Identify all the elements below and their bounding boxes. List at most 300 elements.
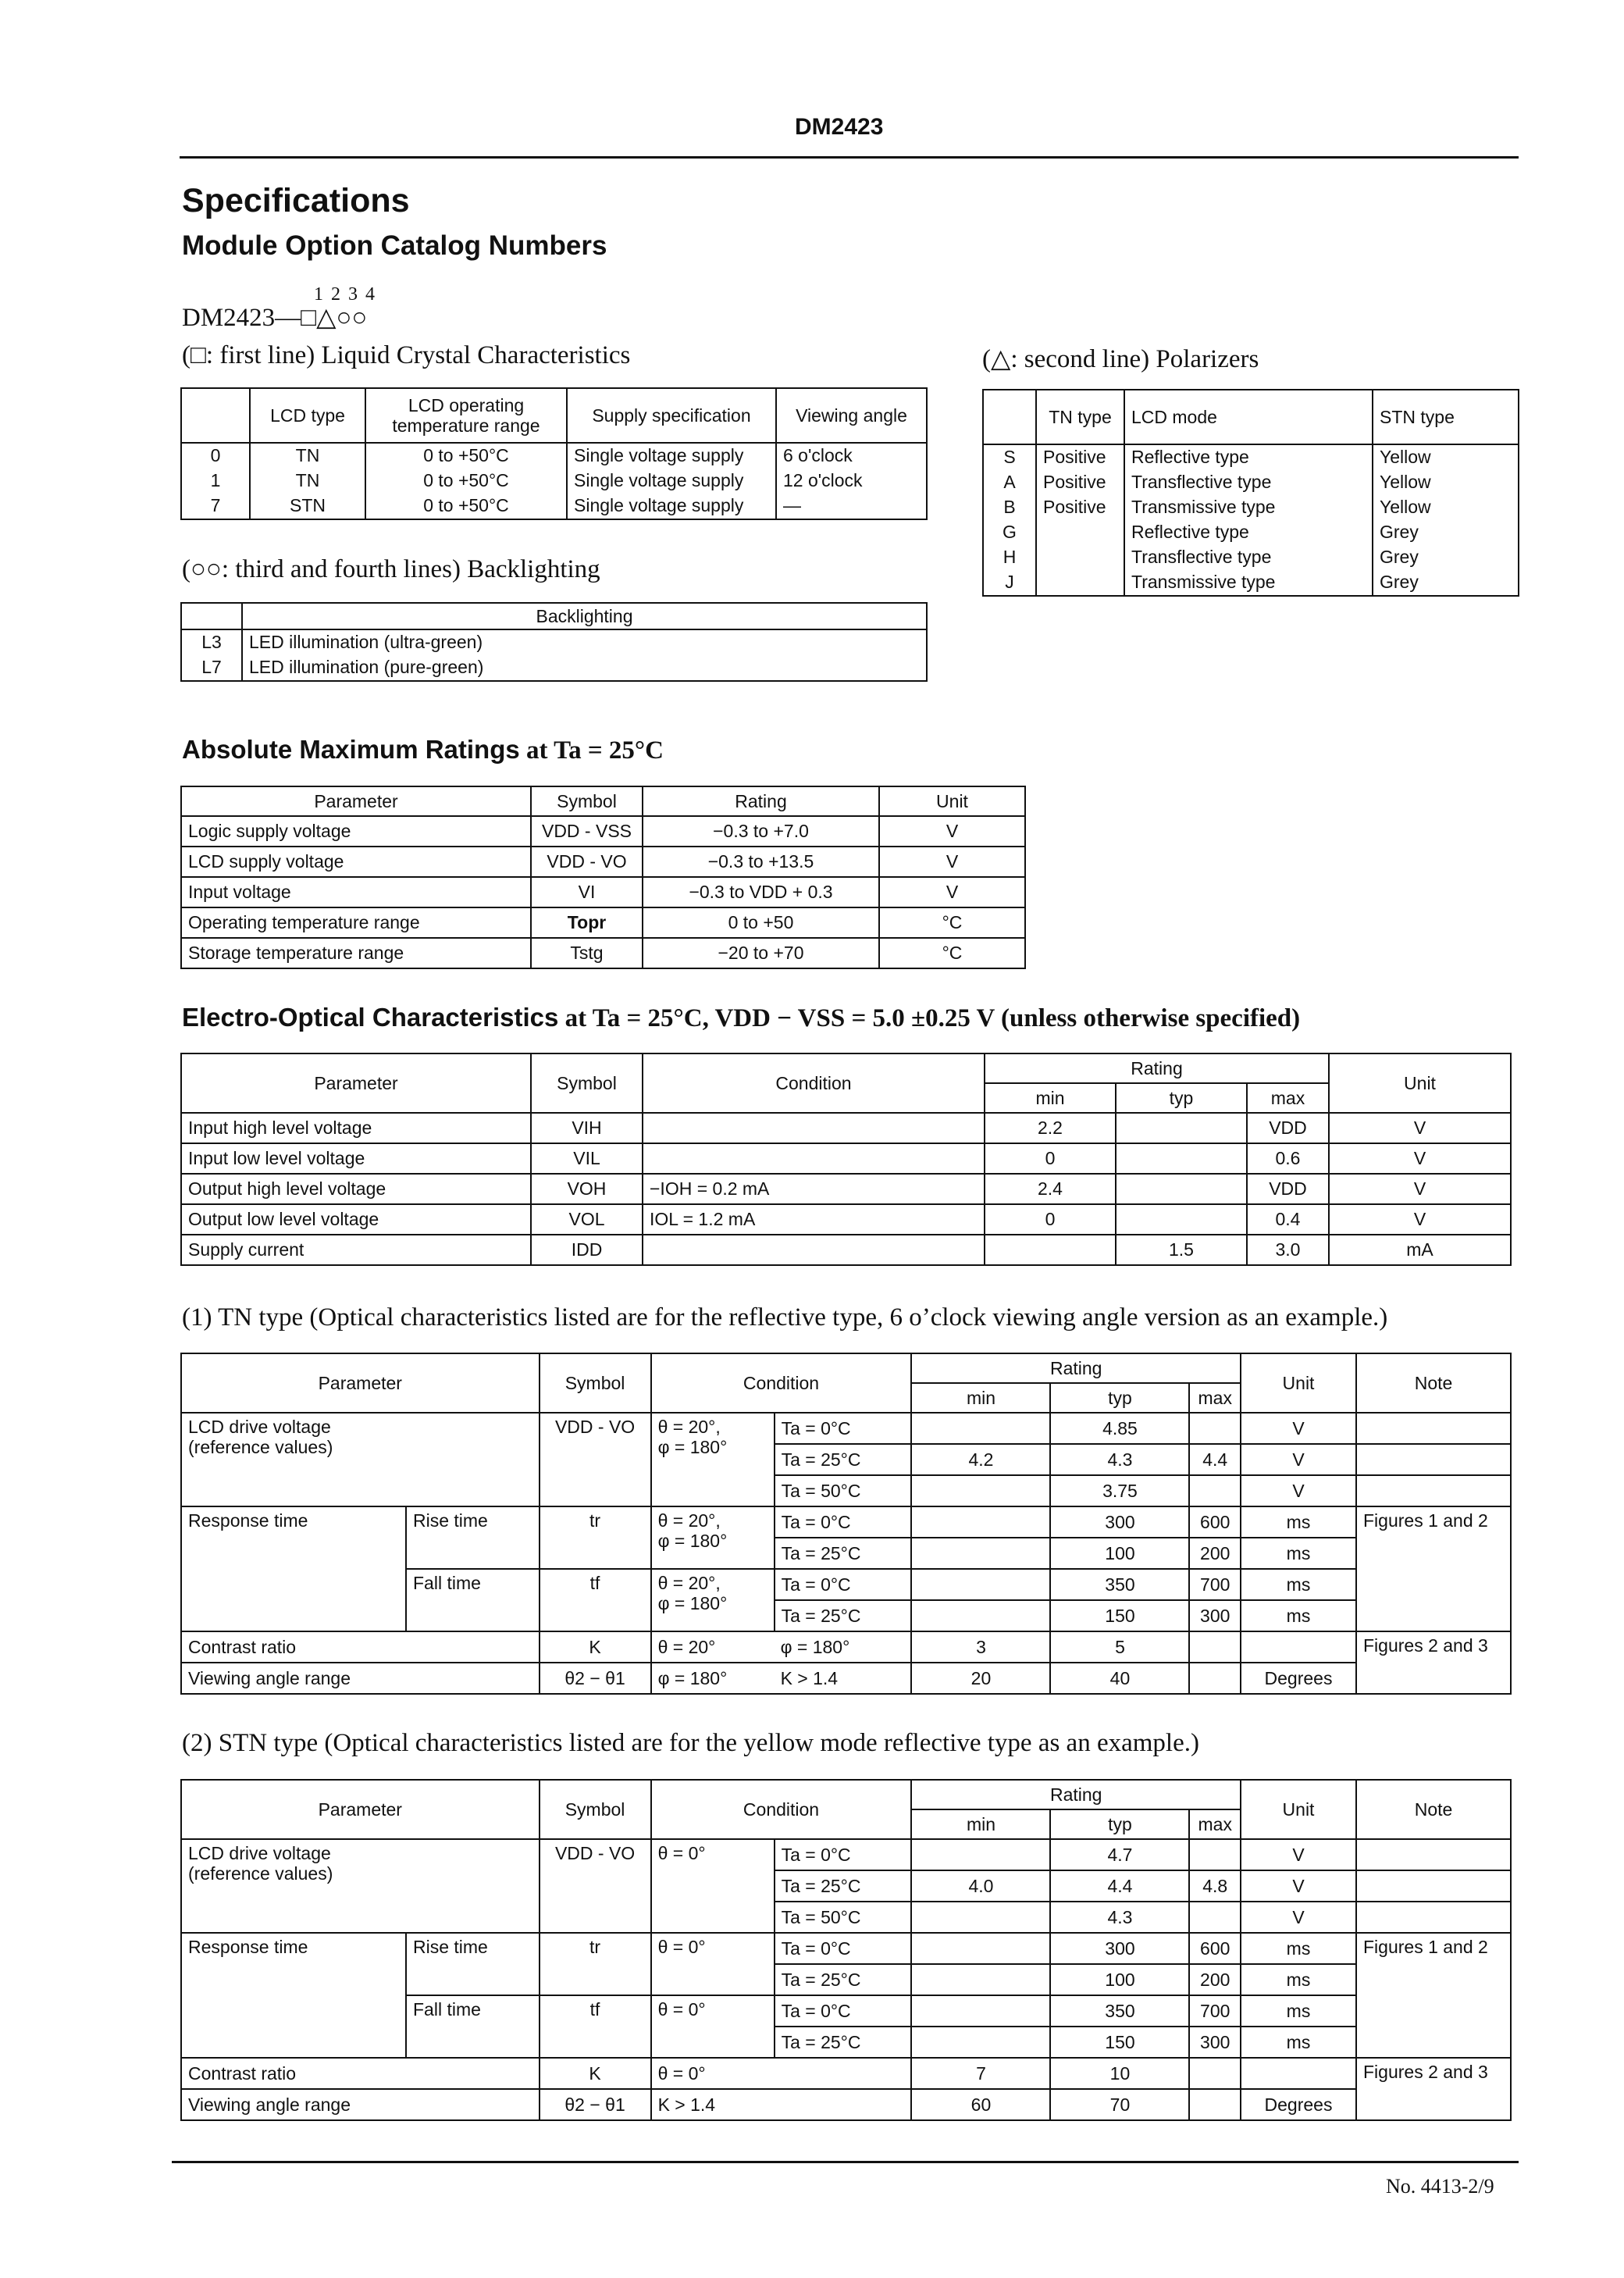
- tn-header: Note: [1356, 1353, 1511, 1413]
- cell: ms: [1241, 1995, 1356, 2027]
- cell: [1356, 1870, 1511, 1902]
- cell: [911, 1538, 1050, 1569]
- cell: [1241, 2058, 1356, 2089]
- catalog-digits: 1 2 3 4: [314, 284, 376, 305]
- tn-header: Unit: [1241, 1353, 1356, 1413]
- cond-phi: φ = 180°: [657, 1531, 728, 1552]
- cell: VOL: [531, 1204, 643, 1235]
- cell: Ta = 25°C: [775, 1444, 912, 1475]
- cell: [911, 2027, 1050, 2058]
- cell: 7: [181, 493, 250, 519]
- cond-theta: θ = 20°,: [657, 1417, 721, 1437]
- cell: Ta = 0°C: [775, 1506, 912, 1538]
- stn-lcd-param: LCD drive voltage: [188, 1843, 331, 1863]
- cell: V: [1329, 1113, 1511, 1143]
- cell: mA: [1329, 1235, 1511, 1265]
- cell: 1: [181, 468, 250, 493]
- cell: K: [540, 2058, 651, 2089]
- tn-table: [180, 1353, 1512, 1695]
- cell: 200: [1189, 1538, 1241, 1569]
- cell: 0.6: [1247, 1143, 1329, 1174]
- cell: 200: [1189, 1964, 1241, 1995]
- cell: [1189, 1839, 1241, 1870]
- cell: IDD: [531, 1235, 643, 1265]
- cell: 4.3: [1050, 1902, 1189, 1933]
- cell: Reflective type: [1124, 519, 1373, 544]
- pol-header: LCD mode: [1124, 390, 1373, 444]
- cell: Ta = 25°C: [775, 1964, 912, 1995]
- cell: Contrast ratio: [181, 2058, 540, 2089]
- cell: θ = 0°: [651, 2058, 912, 2089]
- eoc-header: Condition: [643, 1053, 985, 1113]
- cell: [643, 1113, 985, 1143]
- cell: °C: [879, 938, 1025, 968]
- cell: [911, 1569, 1050, 1600]
- table-row: [181, 1174, 1511, 1204]
- cell: −IOH = 0.2 mA: [643, 1174, 985, 1204]
- cell: V: [1241, 1444, 1356, 1475]
- cell: −0.3 to +13.5: [643, 847, 879, 877]
- cell: VOH: [531, 1174, 643, 1204]
- cell: Input low level voltage: [181, 1143, 531, 1174]
- table-row: [181, 629, 927, 654]
- cell: 60: [911, 2089, 1050, 2120]
- cell: 0: [181, 443, 250, 468]
- cell: Fall time: [406, 1569, 540, 1631]
- tn-header: Symbol: [540, 1353, 651, 1413]
- cell: VIL: [531, 1143, 643, 1174]
- cell: [651, 1413, 775, 1506]
- table-row: [181, 877, 1025, 907]
- cell: θ = 0°: [651, 1933, 775, 1995]
- cell: Transmissive type: [1124, 569, 1373, 596]
- table-row: [181, 816, 1025, 847]
- cell: Grey: [1373, 519, 1519, 544]
- cell: Contrast ratio: [181, 1631, 540, 1663]
- cell: V: [879, 877, 1025, 907]
- table-row: [181, 907, 1025, 938]
- cell: [1241, 1631, 1356, 1663]
- cell: [1189, 2058, 1241, 2089]
- cell: Positive: [1036, 469, 1124, 494]
- eoc-condition: at Ta = 25°C, VDD − VSS = 5.0 ±0.25 V (unless otherwise specified): [564, 1004, 1301, 1032]
- amr-title: Absolute Maximum Ratings: [182, 735, 520, 764]
- cell: ms: [1241, 2027, 1356, 2058]
- cell: K > 1.4: [775, 1663, 912, 1694]
- cell: 4.7: [1050, 1839, 1189, 1870]
- cell: 12 o'clock: [776, 468, 927, 493]
- page-number: No. 4413-2/9: [1386, 2175, 1494, 2198]
- cell: θ = 20°: [651, 1631, 775, 1663]
- cell: V: [879, 816, 1025, 847]
- cell: 100: [1050, 1538, 1189, 1569]
- cell: [1116, 1204, 1247, 1235]
- cell: S: [983, 444, 1036, 469]
- cell: VDD: [1247, 1113, 1329, 1143]
- cell: Fall time: [406, 1995, 540, 2058]
- cell: G: [983, 519, 1036, 544]
- cell: VI: [531, 877, 643, 907]
- cell: Degrees: [1241, 1663, 1356, 1694]
- cell: 350: [1050, 1569, 1189, 1600]
- cell: 0 to +50: [643, 907, 879, 938]
- pol-header: TN type: [1036, 390, 1124, 444]
- cell: 700: [1189, 1569, 1241, 1600]
- cell: 1.5: [1116, 1235, 1247, 1265]
- cell: 2.4: [985, 1174, 1116, 1204]
- cell: 70: [1050, 2089, 1189, 2120]
- cell: Rise time: [406, 1933, 540, 1995]
- cell: Figures 2 and 3: [1356, 2058, 1511, 2120]
- cell: Yellow: [1373, 444, 1519, 469]
- cell: [1189, 1631, 1241, 1663]
- cell: Ta = 0°C: [775, 1413, 912, 1444]
- cell: [911, 1600, 1050, 1631]
- cell: Ta = 0°C: [775, 1933, 912, 1964]
- cond-theta: θ = 20°,: [657, 1510, 721, 1531]
- cell: Figures 2 and 3: [1356, 1631, 1511, 1694]
- cell: [1356, 1444, 1511, 1475]
- cell: V: [1241, 1413, 1356, 1444]
- cell: [1189, 1413, 1241, 1444]
- amr-header: Symbol: [531, 786, 643, 816]
- cell: −20 to +70: [643, 938, 879, 968]
- cell: Grey: [1373, 544, 1519, 569]
- cell: Viewing angle range: [181, 1663, 540, 1694]
- tn-header: Parameter: [181, 1353, 540, 1413]
- cell: Supply current: [181, 1235, 531, 1265]
- cell: 150: [1050, 1600, 1189, 1631]
- table-row: [181, 1113, 1511, 1143]
- cell: 40: [1050, 1663, 1189, 1694]
- stn-header: typ: [1050, 1809, 1189, 1839]
- stn-header: Parameter: [181, 1780, 540, 1839]
- cell: Output high level voltage: [181, 1174, 531, 1204]
- table-row: [181, 1933, 1511, 1964]
- cell: Yellow: [1373, 469, 1519, 494]
- cell: Transflective type: [1124, 469, 1373, 494]
- bl-header: Backlighting: [242, 603, 927, 629]
- cell: Single voltage supply: [567, 468, 776, 493]
- cell: V: [1241, 1902, 1356, 1933]
- cell: 3.75: [1050, 1475, 1189, 1506]
- cell: [1189, 1902, 1241, 1933]
- cell: 300: [1050, 1506, 1189, 1538]
- cell: φ = 180°: [775, 1631, 912, 1663]
- eoc-header: max: [1247, 1083, 1329, 1113]
- table-row: [983, 469, 1519, 494]
- cell: [1356, 1839, 1511, 1870]
- cell: 300: [1050, 1933, 1189, 1964]
- table-row: [983, 544, 1519, 569]
- cell: V: [879, 847, 1025, 877]
- cell: V: [1241, 1839, 1356, 1870]
- cell: [985, 1235, 1116, 1265]
- cell: LED illumination (pure-green): [242, 654, 927, 681]
- cell: 600: [1189, 1506, 1241, 1538]
- header-rule: [180, 156, 1519, 159]
- cell: 4.4: [1050, 1870, 1189, 1902]
- eoc-header: Unit: [1329, 1053, 1511, 1113]
- cell: V: [1241, 1870, 1356, 1902]
- header-part-number: DM2423: [795, 114, 884, 140]
- cell: 4.2: [911, 1444, 1050, 1475]
- cell: −0.3 to +7.0: [643, 816, 879, 847]
- stn-header: Note: [1356, 1780, 1511, 1839]
- stn-caption: (2) STN type (Optical characteristics listed are for the yellow mode reflective type as an example.): [182, 1729, 1199, 1757]
- cell: tr: [540, 1933, 651, 1995]
- cell: Response time: [181, 1506, 406, 1631]
- cell: [651, 1506, 775, 1569]
- cell: STN: [250, 493, 365, 519]
- cell: TN: [250, 443, 365, 468]
- stn-lcd-param-note: (reference values): [188, 1863, 333, 1884]
- cell: [1356, 1902, 1511, 1933]
- table-row: [181, 2058, 1511, 2089]
- cell: 0.4: [1247, 1204, 1329, 1235]
- cell: [1189, 2089, 1241, 2120]
- cell: Input voltage: [181, 877, 531, 907]
- cell: VDD - VSS: [531, 816, 643, 847]
- cell: ms: [1241, 1964, 1356, 1995]
- cell: θ2 − θ1: [540, 1663, 651, 1694]
- cell: [911, 1995, 1050, 2027]
- tn-header: min: [911, 1383, 1050, 1413]
- cell: [1116, 1174, 1247, 1204]
- cell: VDD - VO: [540, 1839, 651, 1933]
- table-row: [181, 1413, 1511, 1444]
- cell: [911, 1475, 1050, 1506]
- cell: Ta = 0°C: [775, 1839, 912, 1870]
- cell: [1189, 1475, 1241, 1506]
- cell: [643, 1143, 985, 1174]
- cell: LCD supply voltage: [181, 847, 531, 877]
- table-row: [181, 2089, 1511, 2120]
- tn-lcd-param-note: (reference values): [188, 1437, 333, 1458]
- tn-header: Rating: [911, 1353, 1241, 1383]
- cell: 6 o'clock: [776, 443, 927, 468]
- cell: 700: [1189, 1995, 1241, 2027]
- catalog-code: DM2423—□△○○: [182, 304, 368, 332]
- cell: Input high level voltage: [181, 1113, 531, 1143]
- bl-table: [180, 602, 928, 682]
- cell: [1116, 1143, 1247, 1174]
- cell: IOL = 1.2 mA: [643, 1204, 985, 1235]
- cell: 4.8: [1189, 1870, 1241, 1902]
- table-row: [181, 493, 927, 519]
- cell: φ = 180°: [651, 1663, 775, 1694]
- cell: Operating temperature range: [181, 907, 531, 938]
- amr-header: Parameter: [181, 786, 531, 816]
- cell: Ta = 0°C: [775, 1569, 912, 1600]
- table-row: [983, 519, 1519, 544]
- cell: LED illumination (ultra-green): [242, 629, 927, 654]
- cell: [1116, 1113, 1247, 1143]
- cell: 10: [1050, 2058, 1189, 2089]
- eoc-header: min: [985, 1083, 1116, 1113]
- cell: [181, 1839, 540, 1933]
- cell: Grey: [1373, 569, 1519, 596]
- cell: 300: [1189, 1600, 1241, 1631]
- cond-phi: φ = 180°: [657, 1437, 728, 1458]
- pol-table: [982, 389, 1519, 597]
- cell: Ta = 25°C: [775, 1600, 912, 1631]
- cell: ms: [1241, 1933, 1356, 1964]
- cell: Rise time: [406, 1506, 540, 1569]
- cell: 4.4: [1189, 1444, 1241, 1475]
- cell: 3: [911, 1631, 1050, 1663]
- cell: Ta = 25°C: [775, 1538, 912, 1569]
- cell: [911, 1413, 1050, 1444]
- cell: [1036, 519, 1124, 544]
- cell: ms: [1241, 1538, 1356, 1569]
- lc-header: LCD operating temperature range: [365, 388, 567, 443]
- cell: 350: [1050, 1995, 1189, 2027]
- cell: VDD - VO: [531, 847, 643, 877]
- cell: Reflective type: [1124, 444, 1373, 469]
- cell: ms: [1241, 1569, 1356, 1600]
- cell: Storage temperature range: [181, 938, 531, 968]
- amr-header: Unit: [879, 786, 1025, 816]
- cell: Positive: [1036, 494, 1124, 519]
- stn-header: max: [1189, 1809, 1241, 1839]
- pol-caption: (△: second line) Polarizers: [982, 345, 1259, 373]
- cell: [1356, 1413, 1511, 1444]
- cell: Degrees: [1241, 2089, 1356, 2120]
- section-subtitle: Module Option Catalog Numbers: [182, 230, 607, 261]
- table-row: [181, 654, 927, 681]
- lc-table: [180, 387, 928, 520]
- amr-table: [180, 786, 1026, 969]
- eoc-table: [180, 1053, 1512, 1266]
- page-title: Specifications: [182, 182, 410, 219]
- cell: [1356, 1475, 1511, 1506]
- tn-lcd-param: LCD drive voltage: [188, 1417, 331, 1437]
- cell: Ta = 25°C: [775, 2027, 912, 2058]
- cell: V: [1329, 1143, 1511, 1174]
- cell: J: [983, 569, 1036, 596]
- cell: 4.0: [911, 1870, 1050, 1902]
- cell: VDD - VO: [540, 1413, 651, 1506]
- cell: θ = 0°: [651, 1995, 775, 2058]
- table-row: [181, 1839, 1511, 1870]
- cell: Figures 1 and 2: [1356, 1933, 1511, 2058]
- cell: 4.85: [1050, 1413, 1189, 1444]
- lc-header: Supply specification: [567, 388, 776, 443]
- table-row: [181, 847, 1025, 877]
- cell: Logic supply voltage: [181, 816, 531, 847]
- table-row: [181, 1506, 1511, 1538]
- lc-caption: (□: first line) Liquid Crystal Characteristics: [182, 341, 631, 369]
- cell: 0 to +50°C: [365, 468, 567, 493]
- cell: 7: [911, 2058, 1050, 2089]
- bl-caption: (○○: third and fourth lines) Backlighting: [182, 555, 600, 583]
- tn-caption: (1) TN type (Optical characteristics listed are for the reflective type, 6 o’clock viewing angle version as an example.): [182, 1303, 1388, 1332]
- cell: VIH: [531, 1113, 643, 1143]
- lc-header: LCD type: [250, 388, 365, 443]
- cell: 3.0: [1247, 1235, 1329, 1265]
- table-row: [181, 1631, 1511, 1663]
- cell: [1036, 569, 1124, 596]
- cell: Transmissive type: [1124, 494, 1373, 519]
- cell: Yellow: [1373, 494, 1519, 519]
- cell: Response time: [181, 1933, 406, 2058]
- cell: [911, 1964, 1050, 1995]
- cell: V: [1241, 1475, 1356, 1506]
- cell: [651, 1569, 775, 1631]
- cell: ms: [1241, 1600, 1356, 1631]
- cell: Positive: [1036, 444, 1124, 469]
- cell: Ta = 0°C: [775, 1995, 912, 2027]
- table-row: [181, 1204, 1511, 1235]
- eoc-header: Symbol: [531, 1053, 643, 1113]
- cell: −0.3 to VDD + 0.3: [643, 877, 879, 907]
- cell: Ta = 25°C: [775, 1870, 912, 1902]
- eoc-title: Electro-Optical Characteristics: [182, 1003, 559, 1032]
- cond-theta: θ = 20°,: [657, 1573, 721, 1593]
- table-row: [983, 494, 1519, 519]
- cell: L7: [181, 654, 242, 681]
- cell: 0 to +50°C: [365, 493, 567, 519]
- cell: Tstg: [531, 938, 643, 968]
- cell: Single voltage supply: [567, 493, 776, 519]
- cell: 150: [1050, 2027, 1189, 2058]
- stn-table: [180, 1779, 1512, 2121]
- eoc-heading: [182, 1003, 1300, 1033]
- cell: V: [1329, 1204, 1511, 1235]
- cell: [911, 1506, 1050, 1538]
- cell: H: [983, 544, 1036, 569]
- cell: 2.2: [985, 1113, 1116, 1143]
- table-row: [983, 444, 1519, 469]
- cell: Ta = 50°C: [775, 1475, 912, 1506]
- cell: B: [983, 494, 1036, 519]
- cell: Topr: [531, 907, 643, 938]
- cell: Single voltage supply: [567, 443, 776, 468]
- cell: 0: [985, 1143, 1116, 1174]
- pol-header: STN type: [1373, 390, 1519, 444]
- table-row: [983, 569, 1519, 596]
- cell: [911, 1902, 1050, 1933]
- eoc-header: typ: [1116, 1083, 1247, 1113]
- cell: Viewing angle range: [181, 2089, 540, 2120]
- cell: tr: [540, 1506, 651, 1569]
- cell: [911, 1839, 1050, 1870]
- cell: 600: [1189, 1933, 1241, 1964]
- table-row: [181, 1143, 1511, 1174]
- stn-header: min: [911, 1809, 1050, 1839]
- stn-header: Rating: [911, 1780, 1241, 1809]
- tn-header: typ: [1050, 1383, 1189, 1413]
- cell: V: [1329, 1174, 1511, 1204]
- cell: Output low level voltage: [181, 1204, 531, 1235]
- cell: —: [776, 493, 927, 519]
- tn-header: max: [1189, 1383, 1241, 1413]
- table-row: [181, 938, 1025, 968]
- cell: [181, 1413, 540, 1506]
- lc-header: Viewing angle: [776, 388, 927, 443]
- cell: θ = 0°: [651, 1839, 775, 1933]
- cell: K > 1.4: [651, 2089, 912, 2120]
- cell: 4.3: [1050, 1444, 1189, 1475]
- cell: 20: [911, 1663, 1050, 1694]
- cell: [1036, 544, 1124, 569]
- cell: ms: [1241, 1506, 1356, 1538]
- cell: tf: [540, 1995, 651, 2058]
- cell: A: [983, 469, 1036, 494]
- cell: Figures 1 and 2: [1356, 1506, 1511, 1631]
- footer-rule: [172, 2161, 1519, 2163]
